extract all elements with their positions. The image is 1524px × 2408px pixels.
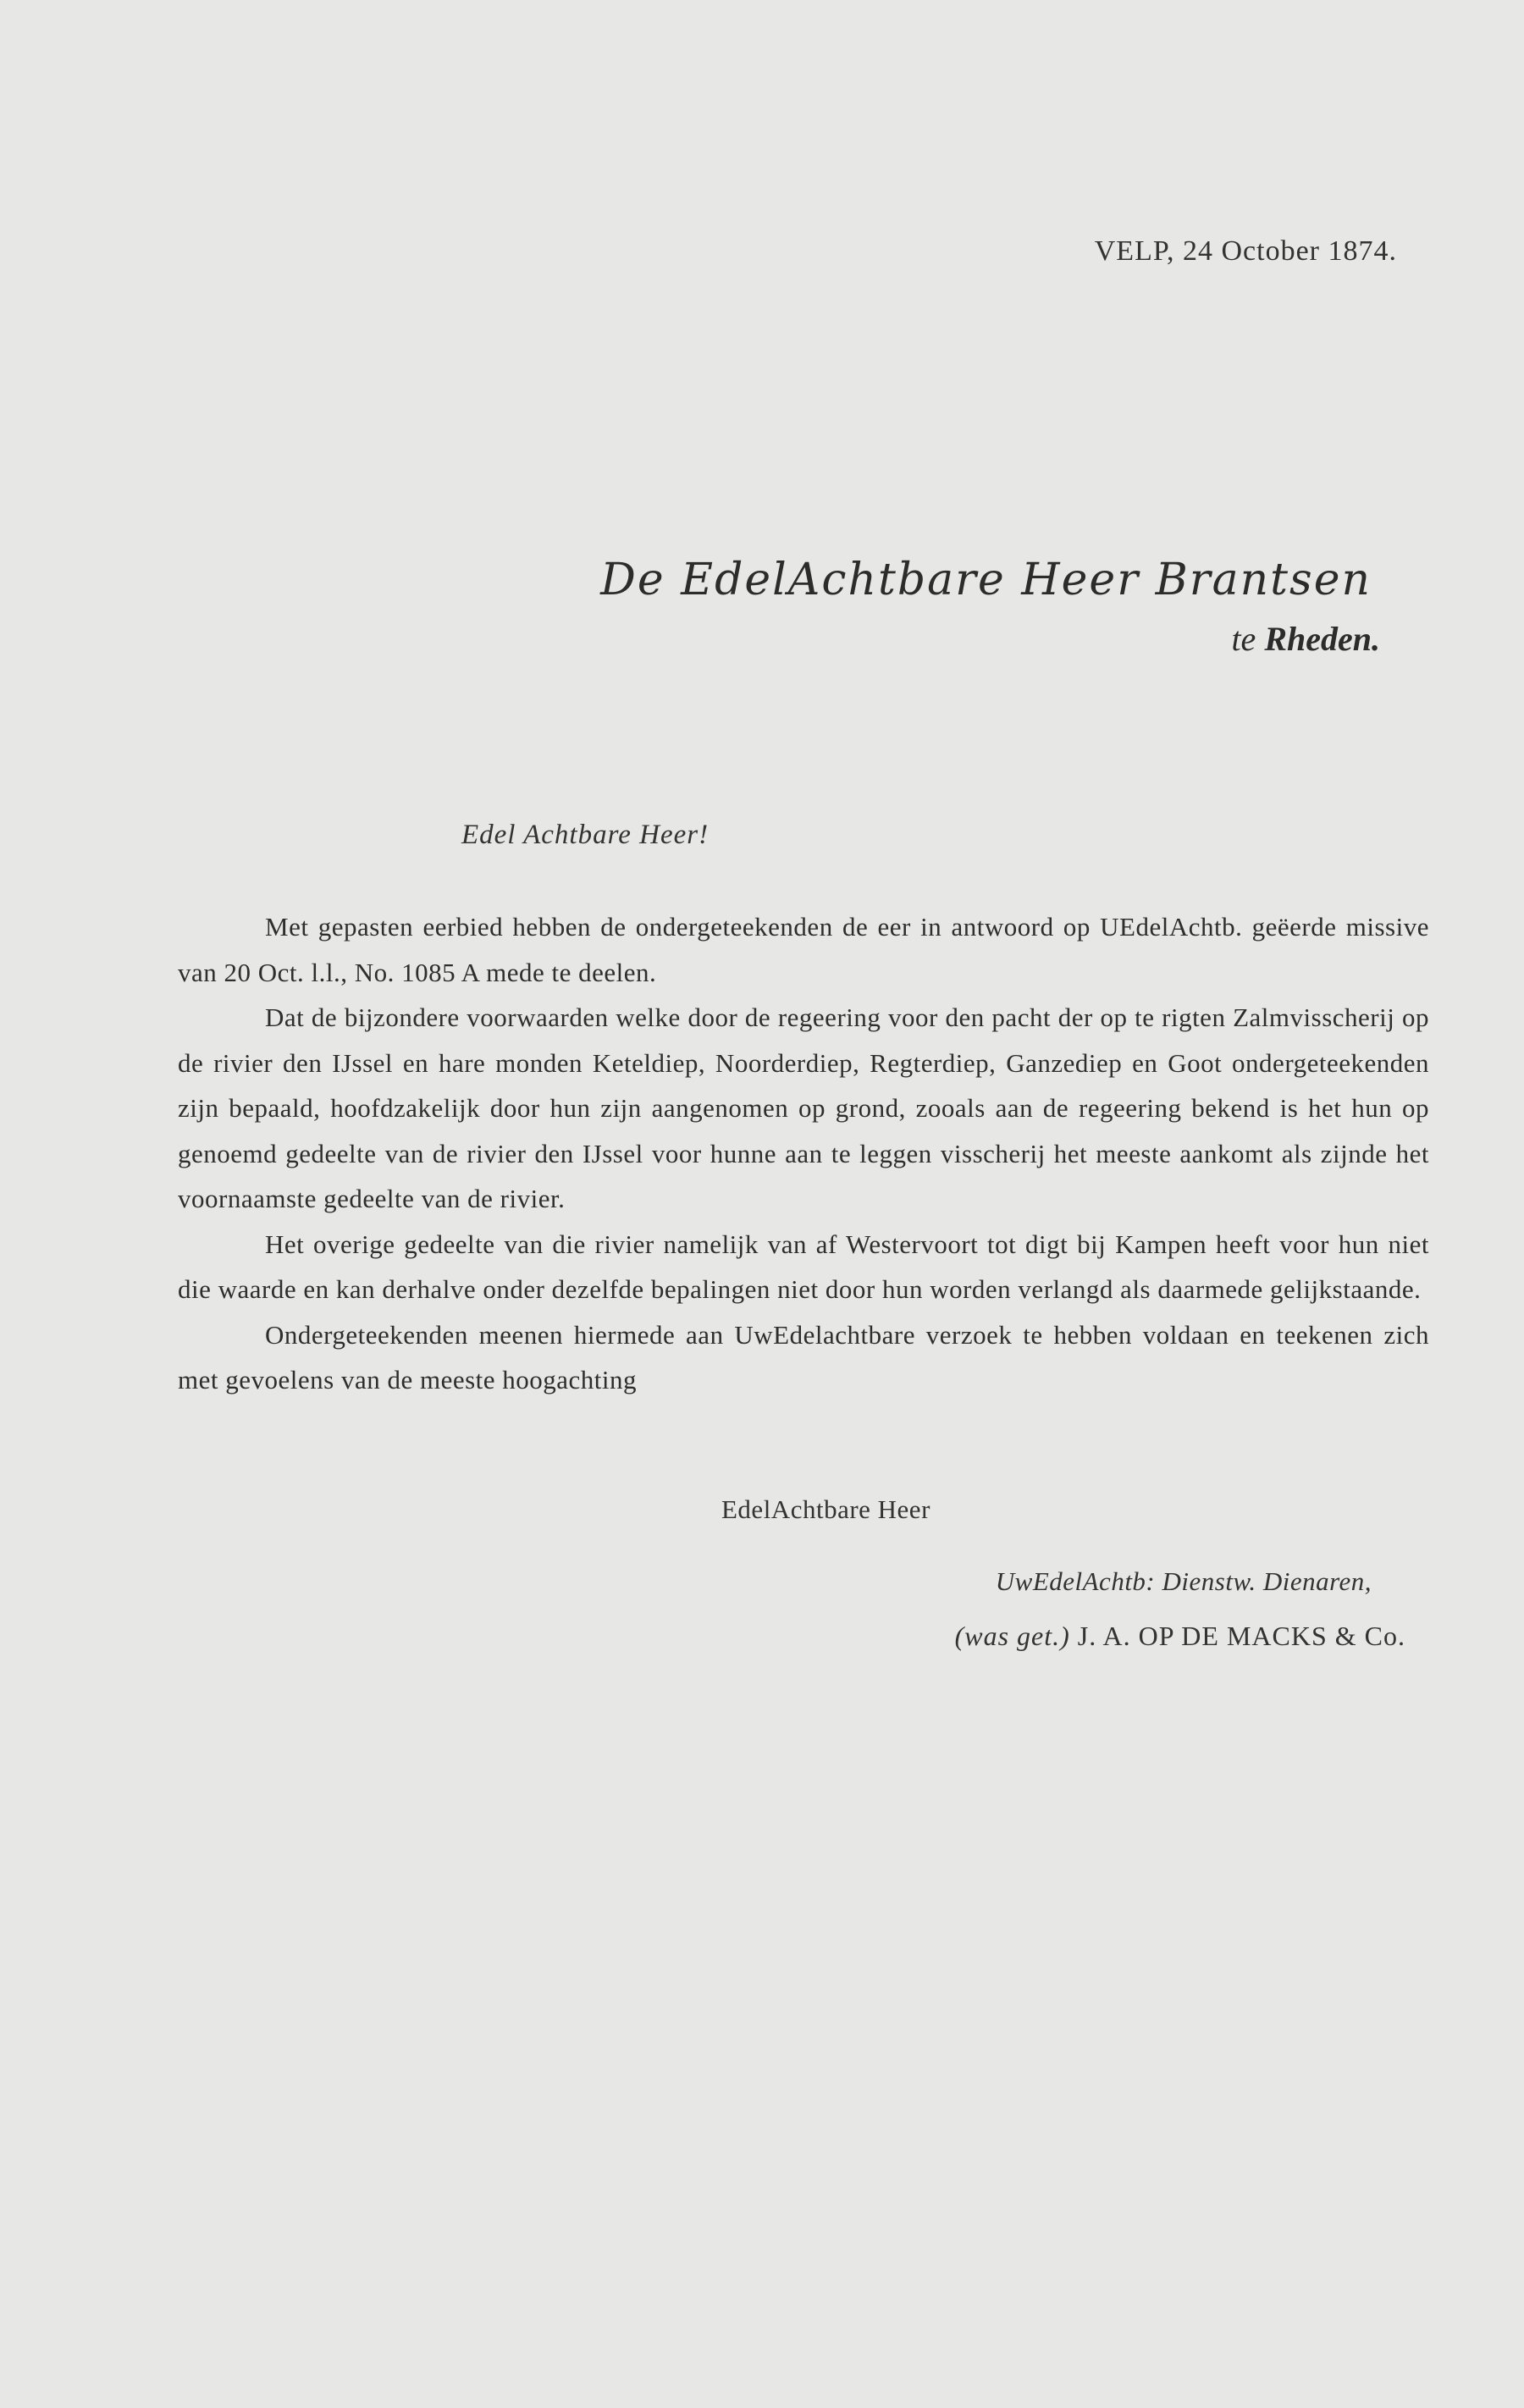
salutation: Edel Achtbare Heer! [461, 820, 710, 850]
signature-line: UwEdelAchtb: Dienstw. Dienaren, [995, 1566, 1372, 1596]
signature-signers-line [955, 1621, 1405, 1652]
paragraph-3: Het overige gedeelte van die rivier namelijk van af Westervoort tot digt bij Kampen heeft voor hun niet die waarde en kan derhalve onder dezelfde bepalingen niet door hun worden verlangd als daarmede gelijkstaande. [178, 1229, 1429, 1304]
letter-body [178, 904, 1429, 1403]
addressee-block [600, 555, 1380, 659]
dateline: VELP, 24 October 1874. [1094, 235, 1397, 267]
signers: J. A. OP DE MACKS & Co. [1077, 1621, 1405, 1651]
paragraph-4: Ondergeteekenden meenen hiermede aan UwEdelachtbare verzoek te hebben voldaan en teekenen zich met gevoelens van de meeste hoogachting [178, 1319, 1429, 1395]
was-get-note: (was get.) [954, 1621, 1070, 1651]
paragraph-2: Dat de bijzondere voorwaarden welke door de regeering voor den pacht der op te rigten Zalmvisscherij op de rivier den IJssel en hare monden Keteldiep, Noorderdiep, Regterdiep, Ganzediep en Goot ondergeteekenden zijn bepaald, hoofdzakelijk door hun zijn aangenomen op grond, zooals aan de regeering bekend is het hun op genoemd gedeelte van de rivier den IJssel voor hunne aan te leggen visscherij het meeste aankomt als zijnde het voornaamste gedeelte van de rivier. [178, 1002, 1429, 1213]
addressee-name: De EdelAchtbare Heer Brantsen [600, 555, 1372, 605]
addressee-place: Rheden. [1264, 620, 1380, 658]
addressee-place-line [600, 619, 1380, 659]
paragraph-1: Met gepasten eerbied hebben de ondergeteekenden de eer in antwoord op UEdelAchtb. geëerde missive van 20 Oct. l.l., No. 1085 A mede te deelen. [178, 912, 1429, 987]
closing: EdelAchtbare Heer [721, 1494, 930, 1524]
addressee-place-prefix: te [1231, 620, 1256, 658]
